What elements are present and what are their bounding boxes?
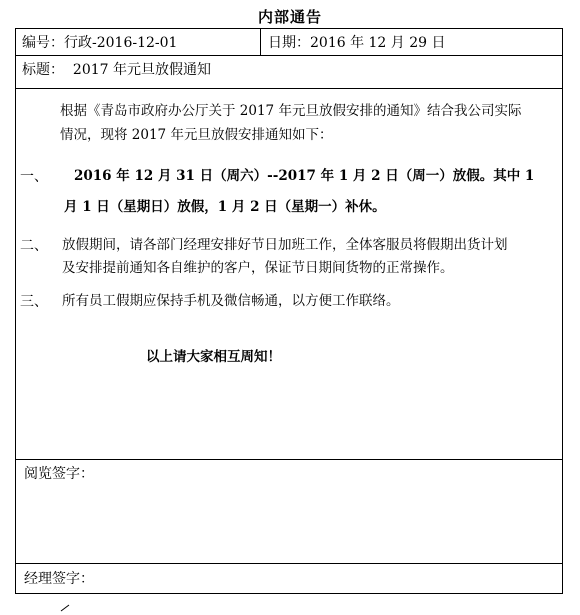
date-field bbox=[268, 32, 446, 52]
corner-mark-icon bbox=[60, 604, 70, 612]
notice-title: 内部通告 bbox=[257, 8, 322, 26]
manager-signature-label: 经理签字： bbox=[24, 571, 94, 587]
item-2-line-2: 及安排提前通知各自维护的客户，保证节日期间货物的正常操作。 bbox=[62, 260, 454, 276]
subject-row bbox=[16, 56, 562, 88]
item-3-line-1: 所有员工假期应保持手机及微信畅通，以方便工作联络。 bbox=[62, 293, 400, 309]
subject-field bbox=[22, 59, 211, 79]
review-signature-label: 阅览签字： bbox=[24, 466, 94, 482]
item-3-marker: 三、 bbox=[20, 294, 48, 310]
subject-value: 2017 年元旦放假通知 bbox=[72, 62, 211, 78]
meta-divider bbox=[260, 29, 261, 55]
date-label: 日期： bbox=[268, 35, 310, 51]
meta-row bbox=[16, 29, 562, 55]
item-1-line-1: 2016 年 12 月 31 日（周六）--2017 年 1 月 2 日（周一）放假。其中 1 bbox=[74, 168, 535, 184]
item-1-marker: 一、 bbox=[20, 169, 48, 185]
divider bbox=[16, 563, 562, 564]
number-value: 行政-2016-12-01 bbox=[64, 35, 178, 51]
item-2-marker: 二、 bbox=[20, 238, 48, 254]
divider bbox=[16, 459, 562, 460]
intro-line-2: 情况，现将 2017 年元旦放假安排通知如下： bbox=[60, 127, 333, 143]
subject-label: 标题： bbox=[22, 62, 64, 78]
item-2-line-1: 放假期间，请各部门经理安排好节日加班工作，全体客服员将假期出货计划 bbox=[62, 237, 508, 253]
number-field bbox=[22, 32, 177, 52]
item-1-line-2: 月 1 日（星期日）放假，1 月 2 日（星期一）补休。 bbox=[64, 199, 386, 215]
number-label: 编号： bbox=[22, 35, 64, 51]
notice-body bbox=[16, 89, 562, 459]
intro-line-1: 根据《青岛市政府办公厅关于 2017 年元旦放假安排的通知》结合我公司实际 bbox=[60, 103, 522, 119]
date-value: 2016 年 12 月 29 日 bbox=[310, 35, 446, 51]
notice-form bbox=[15, 28, 563, 594]
closing-remark: 以上请大家相互周知！ bbox=[146, 349, 281, 365]
